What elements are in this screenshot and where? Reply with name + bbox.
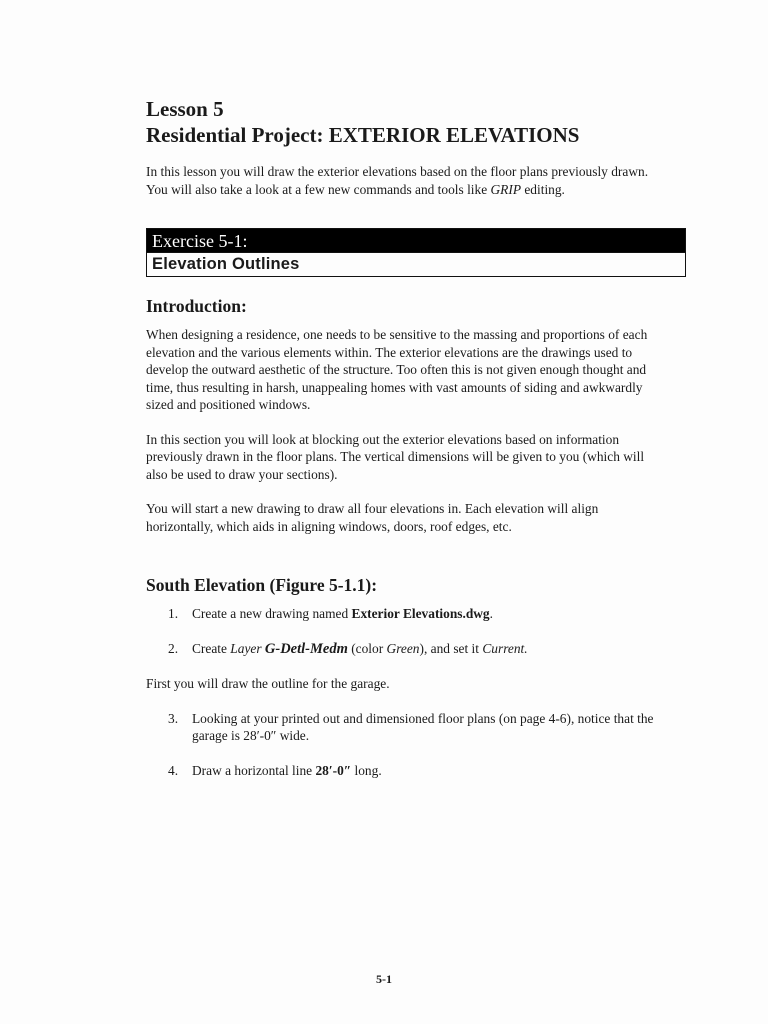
step-text-part: Create (192, 640, 231, 656)
garage-outline-paragraph: First you will draw the outline for the garage. (146, 676, 390, 691)
exercise-title: Elevation Outlines (147, 252, 685, 276)
step-item (146, 605, 686, 623)
exercise-box (146, 228, 686, 277)
step-number: 2. (168, 640, 179, 656)
step-item (146, 710, 686, 745)
grip-term: GRIP (490, 181, 522, 197)
introduction-heading: Introduction: (146, 296, 247, 316)
lesson-title: Residential Project: EXTERIOR ELEVATIONS (146, 123, 580, 147)
color-term: Green (386, 640, 420, 656)
south-elevation-heading: South Elevation (Figure 5-1.1): (146, 575, 378, 595)
step-text-part: Create a new drawing named (192, 606, 352, 621)
lesson-intro-paragraph (146, 163, 651, 198)
introduction-paragraph-2: In this section you will look at blocking out the exterior elevations based on information previously drawn in the floor plans. The vertical dimensions will be given to you (which will also be used to draw your sections). (146, 431, 645, 482)
step-text (192, 605, 662, 623)
file-name: Exterior Elevations.dwg (351, 606, 490, 621)
steps-list-b (146, 710, 686, 780)
step-text-part: ), and set it (419, 640, 483, 656)
section-gap (146, 552, 686, 574)
page-content (146, 96, 686, 796)
intro-text-end: editing. (521, 181, 565, 197)
step-item (146, 640, 686, 659)
step-number: 1. (168, 606, 179, 621)
step-text-part: Draw a horizontal line (192, 762, 316, 778)
page-number: 5-1 (376, 972, 392, 986)
steps-list-a (146, 605, 686, 658)
intro-text: In this lesson you will draw the exterior elevations based on the floor plans previously drawn. You will also take a look at a few new commands and tools like (146, 164, 649, 197)
lesson-number: Lesson 5 (146, 97, 224, 121)
introduction-paragraph-1: When designing a residence, one needs to be sensitive to the massing and proportions of each elevation and the various elements within. The exterior elevations are the drawings used to develop the outward aesthetic of the structure. Too often this is not given enough thought and time, thus resulting in harsh, unappealing homes with vast amounts of siding and awkwardly sized and positioned windows. (146, 327, 648, 412)
step-text: Looking at your printed out and dimensioned floor plans (on page 4-6), notice that the garage is 28′-0″ wide. (192, 710, 654, 743)
step-number: 4. (168, 762, 179, 778)
step-text-end: long. (351, 762, 382, 778)
step-item (146, 762, 686, 780)
step-text (192, 762, 662, 780)
exercise-label: Exercise 5-1: (147, 229, 685, 252)
step-number: 3. (168, 710, 179, 726)
current-term: Current. (482, 640, 528, 656)
layer-term: Layer (230, 640, 262, 656)
step-text-part: (color (347, 640, 387, 656)
introduction-paragraph-3: You will start a new drawing to draw all four elevations in. Each elevation will align horizontally, which aids in aligning windows, doors, roof edges, etc. (146, 501, 599, 534)
step-text (192, 640, 662, 659)
step-text-end: . (489, 606, 493, 621)
layer-name: G-Detl-Medm (264, 640, 348, 657)
dimension-value: 28′-0″ (315, 762, 352, 778)
